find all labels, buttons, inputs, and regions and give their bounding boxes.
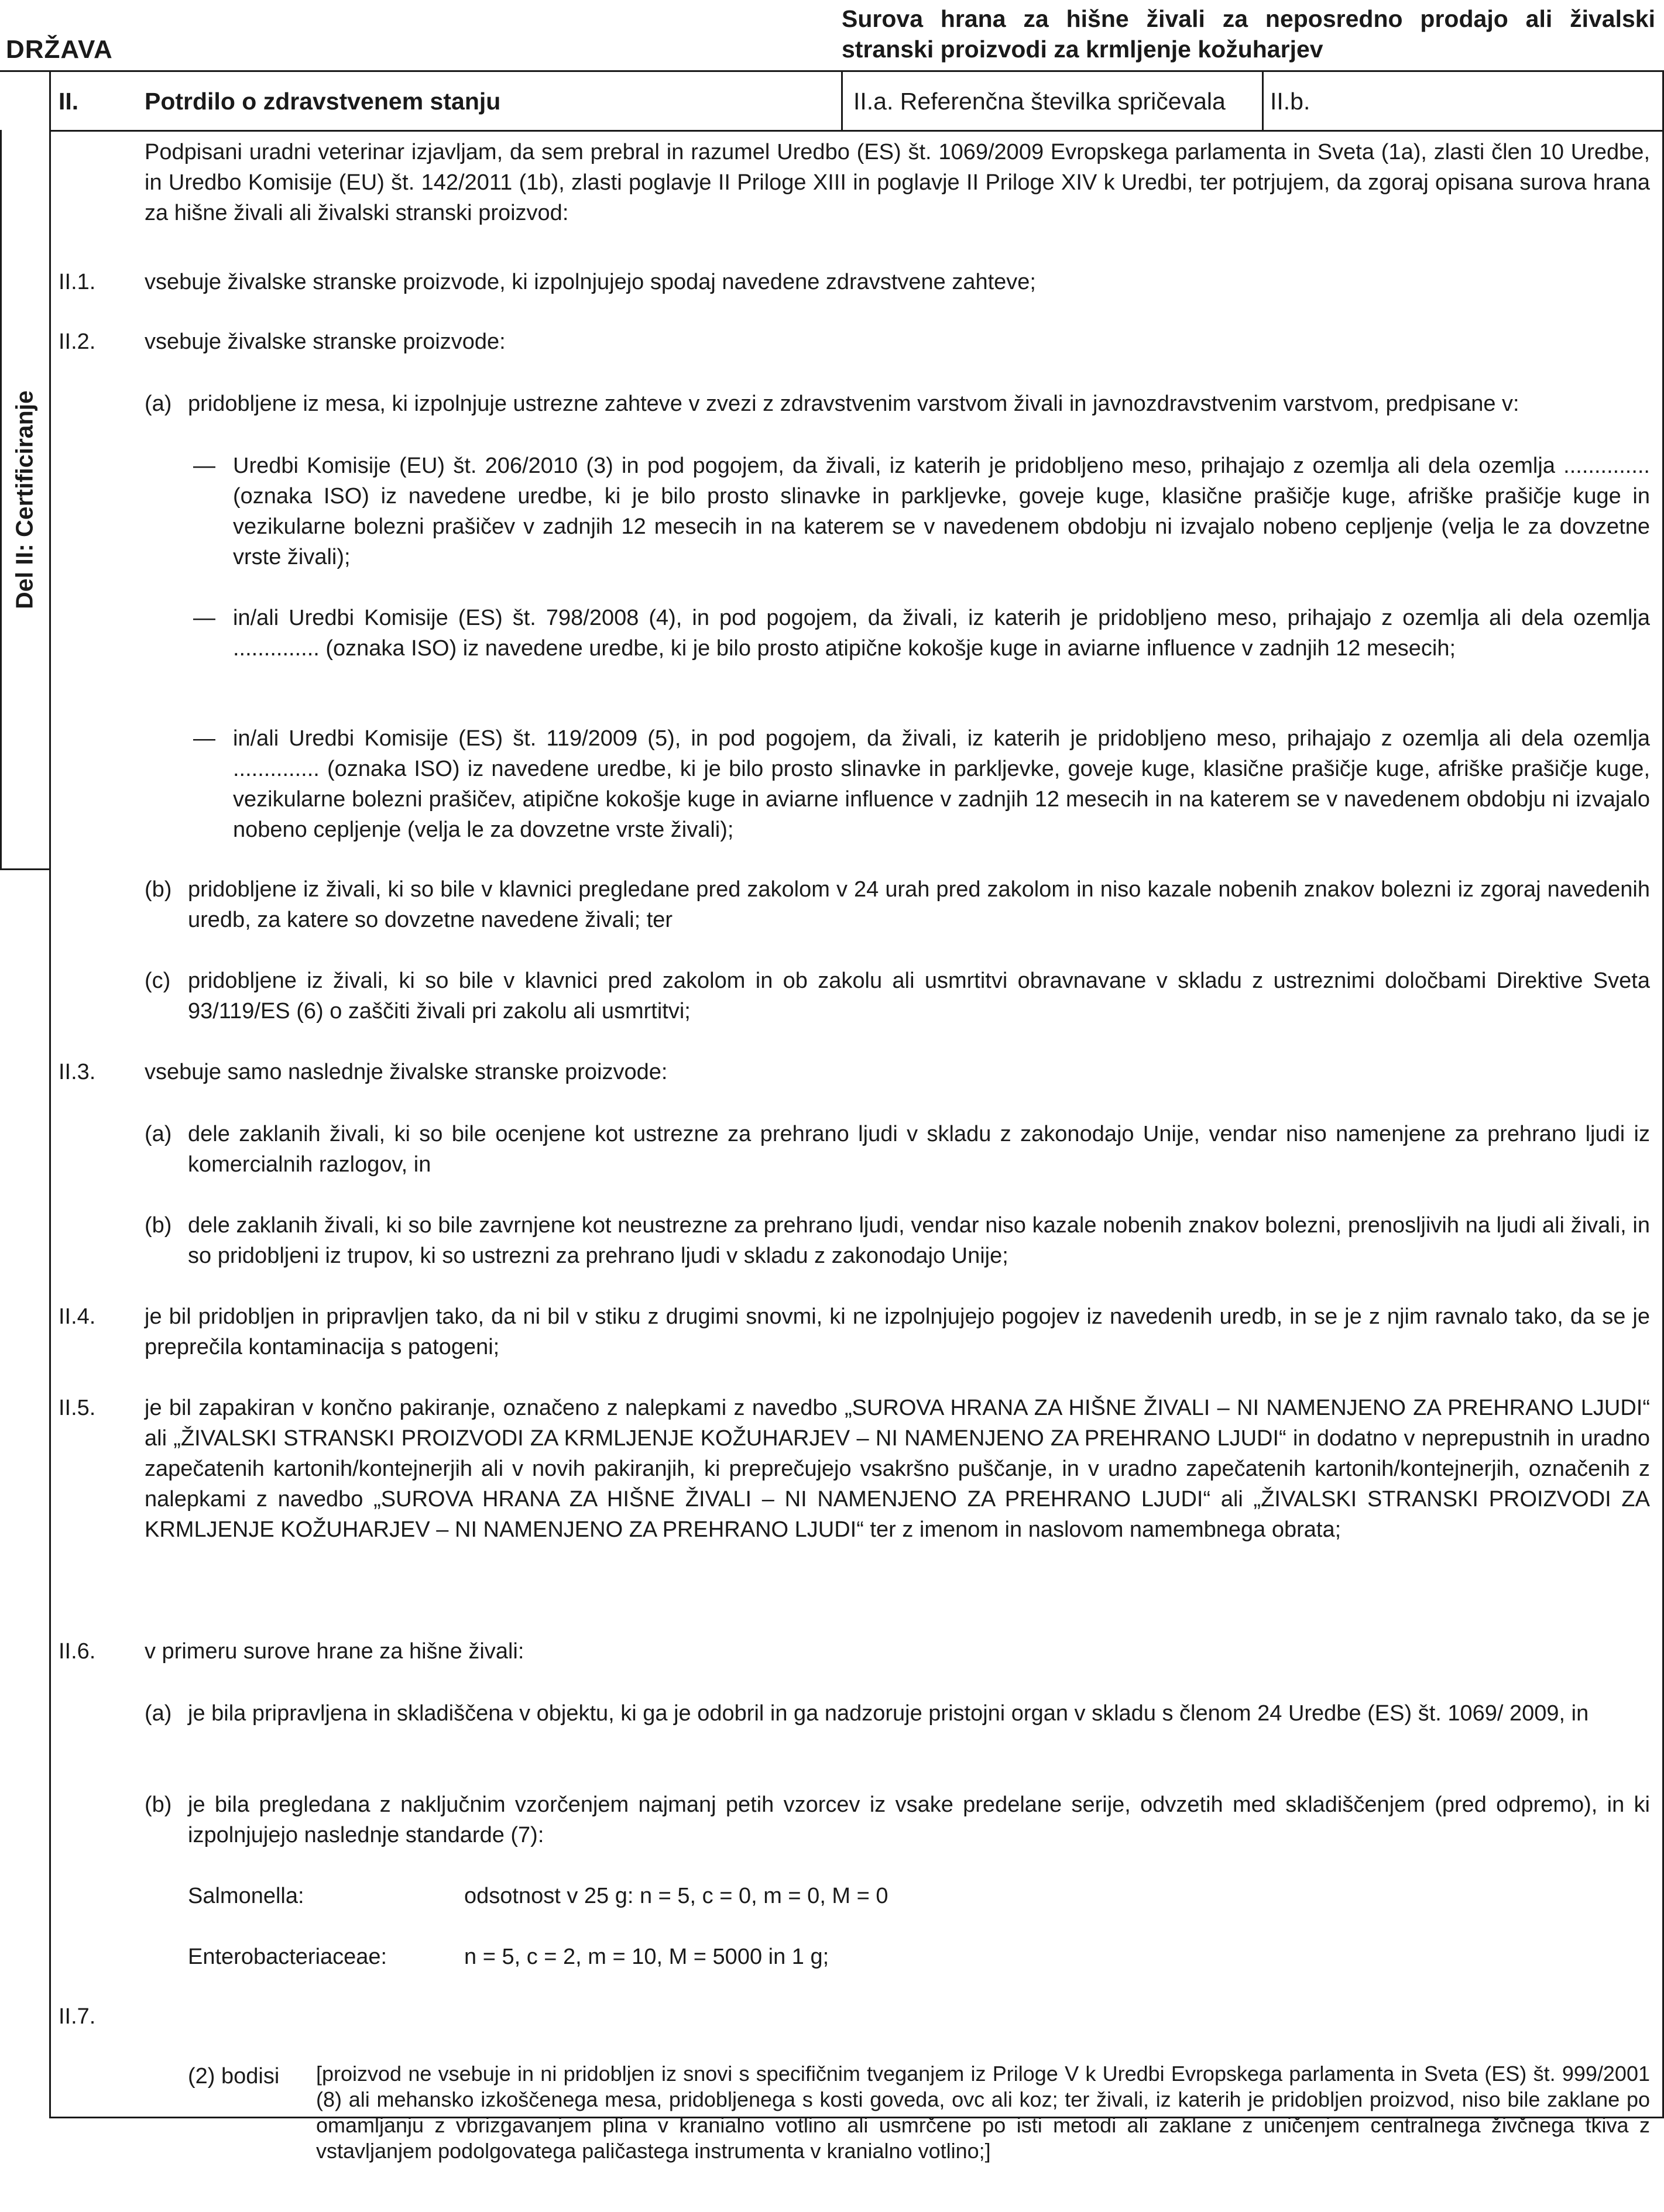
item-text: je bil zapakiran v končno pakiranje, označeno z nalepkami z navedbo „SUROVA HRANA ZA HIŠNE ŽIVALI – NI NAMENJENO ZA PREHRANO LJUDI“ ali „ŽIVALSKI STRANSKI PROIZVODI ZA KRMLJENJE KOŽUHARJEV – NI NAMENJENO ZA PREHRANO LJUDI“ in dodatno v neprepustnih in uradno zapečatenih kartonih/kontejnerjih ali v novih pakiranjih, ki preprečujejo vsakršno puščanje, in v uradno zapečatenih kartonih/kontejnerjih, označenih z nalepkami z navedbo „SUROVA HRANA ZA HIŠNE ŽIVALI – NI NAMENJENO ZA PREHRANO LJUDI“ ali „ŽIVALSKI STRANSKI PROIZVODI ZA KRMLJENJE KOŽUHARJEV – NI NAMENJENO ZA PREHRANO LJUDI“ ter z imenom in naslovom namembnega obrata; [145, 1396, 1650, 1542]
header-top-rule [0, 70, 1664, 72]
ref2-cell-divider [1262, 70, 1264, 130]
item-number: II.4. [59, 1304, 96, 1329]
sub-item-text: pridobljene iz živali, ki so bile v klavnici pregledane pred zakolom v 24 urah pred zakolom in niso kazale nobenih znakov bolezni iz zgoraj navedenih uredb, za katere so dovzetne navedene živali; ter [188, 877, 1650, 932]
intro-paragraph: Podpisani uradni veterinar izjavljam, da sem prebral in razumel Uredbo (ES) št. 1069/2009 Evropskega parlamenta in Sveta (1a), zlasti člen 10 Uredbe, in Uredbo Komisije (EU) št. 142/2011 (1b), zlasti poglavje II Priloge XIII in poglavje II Priloge XIV k Uredbi, ter potrjujem, da zgoraj opisana surova hrana za hišne živali ali živalski stranski proizvod: [145, 140, 1650, 225]
dash-item-text: in/ali Uredbi Komisije (ES) št. 798/2008 (4), in pod pogojem, da živali, iz katerih je pridobljeno meso, prihajajo z ozemlja ali dela ozemlja .............. (oznaka ISO) iz navedene uredbe, ki je bilo prosto atipične kokošje kuge in aviarne influence v zadnjih 12 mesecih; [233, 606, 1650, 661]
header-bottom-rule [49, 130, 1664, 132]
section-title: Potrdilo o zdravstvenem stanju [145, 88, 501, 115]
sub-item-text: dele zaklanih živali, ki so bile zavrnjene kot neustrezne za prehrano ljudi, vendar niso kazale nobenih znakov bolezni, prenosljivih na ljudi ali živali, in so pridobljeni iz trupov, ki so ustrezni za prehrano ljudi v skladu z zakonodajo Unije; [188, 1213, 1650, 1268]
item-number: II.7. [59, 2004, 96, 2029]
sub-item-label: (b) [145, 1213, 172, 1238]
variant-label: (2) bodisi [188, 2064, 280, 2089]
section-number: II. [59, 88, 79, 115]
standard-label: Enterobacteriaceae: [188, 1945, 387, 1969]
sub-item-label: (b) [145, 877, 172, 902]
item-text: vsebuje samo naslednje živalske stranske proizvode: [145, 1060, 668, 1084]
standard-label: Salmonella: [188, 1884, 304, 1908]
variant-text: [proizvod ne vsebuje in ni pridobljen iz snovi s specifičnim tveganjem iz Priloge V k Uredbi Evropskega parlamenta in Sveta (ES) št. 999/2001 (8) ali mehansko izkoščenega mesa, pridobljenega s kosti goveda, ovc ali koz; ter živali, iz katerih je pridobljen proizvod, niso bile zaklane po omamljanju z vbrizgavanjem plina v kranialno votlino ali usmrčene po isti metodi ali zaklane z uničenjem centralnega živčnega tkiva z vstavljanjem podolgovatega paličastega instrumenta v kranialno votlino;] [316, 2062, 1650, 2163]
item-number: II.3. [59, 1060, 96, 1084]
side-label-box [0, 130, 49, 870]
standard-value: odsotnost v 25 g: n = 5, c = 0, m = 0, M = 0 [464, 1884, 888, 1908]
list-dash: — [193, 454, 215, 478]
standard-value: n = 5, c = 2, m = 10, M = 5000 in 1 g; [464, 1945, 829, 1969]
sub-item-label: (a) [145, 391, 172, 416]
item-number: II.6. [59, 1639, 96, 1664]
sub-item-text: je bila pripravljena in skladiščena v objektu, ki ga je odobril in ga nadzoruje pristojni organ v skladu s členom 24 Uredbe (ES) št. 1069/ 2009, in [188, 1701, 1589, 1726]
sub-item-text: pridobljene iz mesa, ki izpolnjuje ustrezne zahteve v zvezi z zdravstvenim varstvom živali in javnozdravstvenim varstvom, predpisane v: [188, 391, 1519, 416]
list-dash: — [193, 726, 215, 751]
sub-item-label: (a) [145, 1701, 172, 1726]
sub-item-label: (a) [145, 1122, 172, 1146]
document-title: Surova hrana za hišne živali za neposredno prodajo ali živalski stranski proizvodi za krmljenje kožuharjev [842, 5, 1655, 63]
reference-number-2-label: II.b. [1270, 88, 1310, 115]
sub-item-label: (c) [145, 968, 171, 993]
item-text: vsebuje živalske stranske proizvode: [145, 329, 506, 354]
sub-item-text: je bila pregledana z naključnim vzorčenjem najmanj petih vzorcev iz vsake predelane serije, odvzetih med skladiščenjem (pred odpremo), in ki izpolnjujejo naslednje standarde (7): [188, 1792, 1650, 1847]
frame-left-rule [49, 70, 51, 2118]
item-number: II.2. [59, 329, 96, 354]
item-text: je bil pridobljen in pripravljen tako, da ni bil v stiku z drugimi snovmi, ki ne izpolnjujejo pogojev iz navedenih uredb, in se je z njim ravnalo tako, da se je preprečila kontaminacija s patogeni; [145, 1304, 1650, 1359]
item-text: v primeru surove hrane za hišne živali: [145, 1639, 524, 1664]
dash-item-text: in/ali Uredbi Komisije (ES) št. 119/2009 (5), in pod pogojem, da živali, iz katerih je pridobljeno meso, prihajajo z ozemlja ali dela ozemlja .............. (oznaka ISO) iz navedene uredbe, ki je bilo prosto slinavke in parkljevke, goveje kuge, klasične prašičje kuge, afriške prašičje kuge, vezikularne bolezni prašičev, atipične kokošje kuge in aviarne influence v zadnjih 12 mesecih in na katerem se v navedenem obdobju ni izvajalo nobeno cepljenje (velja le za dovzetne vrste živali); [233, 726, 1650, 842]
side-label: Del II: Certificiranje [11, 390, 38, 609]
item-number: II.5. [59, 1396, 96, 1420]
sub-item-text: pridobljene iz živali, ki so bile v klavnici pred zakolom in ob zakolu ali usmrtitvi obravnavane v skladu z ustreznimi določbami Direktive Sveta 93/119/ES (6) o zaščiti živali pri zakolu ali usmrtitvi; [188, 968, 1650, 1023]
item-number: II.1. [59, 270, 96, 294]
item-text: vsebuje živalske stranske proizvode, ki izpolnjujejo spodaj navedene zdravstvene zahteve; [145, 270, 1036, 294]
ref-cell-divider [841, 70, 843, 130]
sub-item-label: (b) [145, 1792, 172, 1817]
list-dash: — [193, 606, 215, 630]
sub-item-text: dele zaklanih živali, ki so bile ocenjene kot ustrezne za prehrano ljudi v skladu z zakonodajo Unije, vendar niso namenjene za prehrano ljudi iz komercialnih razlogov, in [188, 1122, 1650, 1177]
reference-number-label: II.a. Referenčna številka spričevala [853, 88, 1226, 115]
dash-item-text: Uredbi Komisije (EU) št. 206/2010 (3) in pod pogojem, da živali, iz katerih je pridobljeno meso, prihajajo z ozemlja ali dela ozemlja .............. (oznaka ISO) iz navedene uredbe, ki je bilo prosto slinavke in parkljevke, goveje kuge, klasične prašičje kuge, afriške prašičje kuge in vezikularne bolezni prašičev v zadnjih 12 mesecih in na katerem se v navedenem obdobju ni izvajalo nobeno cepljenje (velja le za dovzetne vrste živali); [233, 454, 1650, 569]
country-label: DRŽAVA [6, 35, 113, 64]
